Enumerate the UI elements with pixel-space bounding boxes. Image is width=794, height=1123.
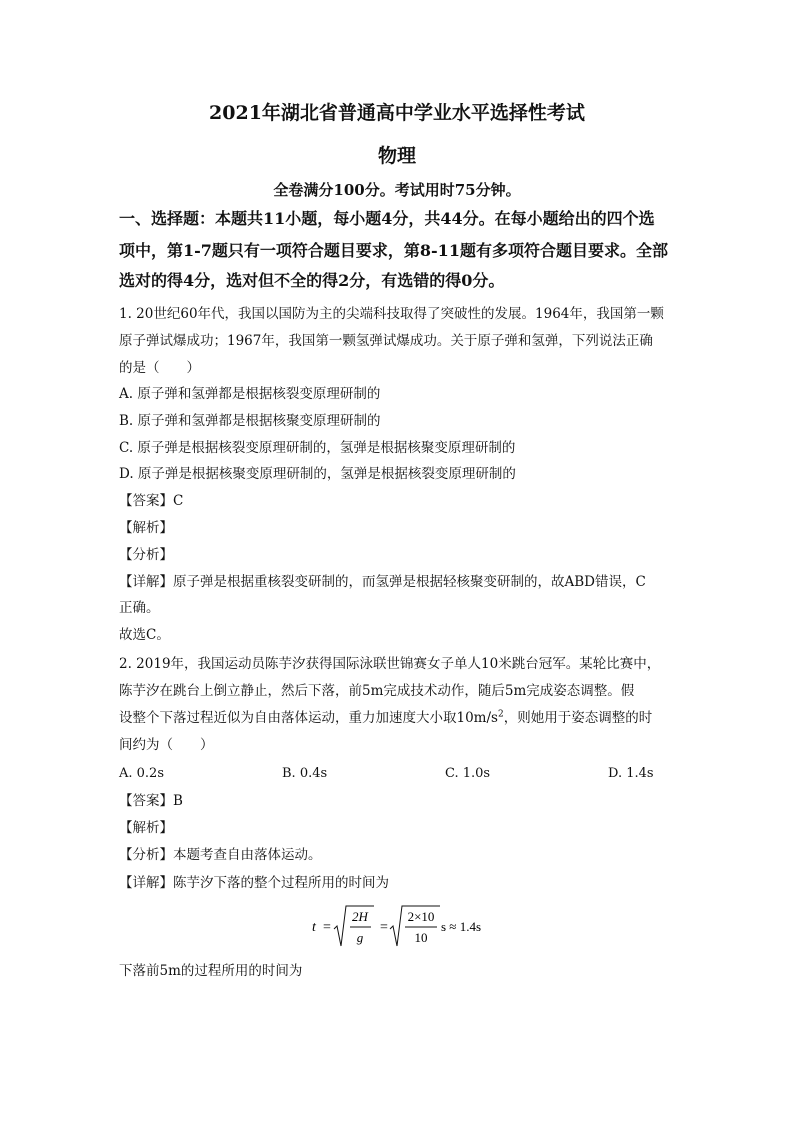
q2-answer — [119, 791, 183, 811]
exam-info: 全卷满分100分。考试用时75分钟。 — [273, 181, 521, 199]
q1-option-b: B. 原子弹和氢弹都是根据核聚变原理研制的 — [119, 413, 381, 429]
q1-fenxi-tag: 【分析】 — [119, 547, 173, 563]
q1-jiexi-tag: 【解析】 — [119, 520, 173, 536]
q1-option-c: C. 原子弹是根据核裂变原理研制的，氢弹是根据核聚变原理研制的 — [119, 440, 516, 456]
formula-den2: 10 — [414, 930, 428, 945]
q2-option-a: A. 0.2s — [119, 766, 164, 781]
formula-num2: 2×10 — [407, 909, 435, 924]
q1-stem-line1: 1. 20世纪60年代，我国以国防为主的尖端科技取得了突破性的发展。1964年，我国第一颗 — [119, 306, 664, 322]
q1-answer — [119, 491, 183, 511]
q1-conclusion: 故选C。 — [119, 627, 170, 643]
formula-result: s ≈ 1.4s — [441, 919, 482, 934]
q2-jiexi-tag: 【解析】 — [119, 820, 173, 836]
detail-tag: 【详解】 — [119, 875, 173, 891]
fenxi-tag: 【分析】 — [119, 847, 173, 863]
q1-detail-line1 — [119, 572, 646, 592]
q2-stem-line1: 2. 2019年，我国运动员陈芋汐获得国际泳联世锦赛女子单人10米跳台冠军。某轮比赛中， — [119, 656, 661, 672]
q2-option-b: B. 0.4s — [282, 766, 328, 781]
section-instruction-line2: 项中，第1-7题只有一项符合题目要求，第8-11题有多项符合题目要求。全部 — [119, 241, 668, 260]
answer-value: B — [173, 793, 183, 809]
q2-stem-line4: 间约为（ ） — [119, 737, 214, 753]
q2-stem-line3-b: ，则她用于姿态调整的时 — [503, 710, 653, 726]
q2-stem-line3-a: 设整个下落过程近似为自由落体运动，重力加速度大小取10m/s — [119, 710, 498, 726]
formula-den1: g — [356, 930, 364, 945]
section-instruction-line3: 选对的得4分，选对但不全的得2分，有选错的得0分。 — [119, 271, 505, 290]
exam-title: 2021年湖北省普通高中学业水平选择性考试 — [209, 102, 585, 124]
q2-option-d: D. 1.4s — [608, 766, 654, 781]
detail-tag: 【详解】 — [119, 574, 173, 590]
q1-stem-line2: 原子弹试爆成功；1967年，我国第一颗氢弹试爆成功。关于原子弹和氢弹，下列说法正确 — [119, 333, 653, 349]
detail-text: 陈芋汐下落的整个过程所用的时间为 — [173, 875, 389, 891]
q1-option-a: A. 原子弹和氢弹都是根据核裂变原理研制的 — [119, 386, 381, 402]
q2-stem-line2: 陈芋汐在跳台上倒立静止，然后下落，前5m完成技术动作，随后5m完成姿态调整。假 — [119, 683, 635, 699]
subject-title: 物理 — [377, 145, 416, 167]
free-fall-time-formula — [310, 902, 510, 952]
fenxi-text: 本题考查自由落体运动。 — [173, 847, 322, 863]
q2-stem-line3-sup: 2 — [497, 709, 504, 720]
q1-detail-line2: 正确。 — [119, 600, 160, 616]
q2-detail-line1 — [119, 873, 389, 893]
formula-eq1: = — [323, 920, 331, 935]
q2-stem-line3 — [119, 708, 652, 728]
answer-tag: 【答案】 — [119, 793, 173, 809]
q2-fenxi — [119, 845, 322, 865]
answer-value: C — [173, 493, 184, 509]
answer-tag: 【答案】 — [119, 493, 173, 509]
q1-stem-line3: 的是（ ） — [119, 360, 200, 376]
detail-text: 原子弹是根据重核裂变研制的，而氢弹是根据轻核聚变研制的，故ABD错误，C — [173, 574, 646, 590]
q2-detail-line2: 下落前5m的过程所用的时间为 — [119, 963, 303, 979]
q2-option-c: C. 1.0s — [445, 766, 491, 781]
q1-option-d: D. 原子弹是根据核聚变原理研制的，氢弹是根据核裂变原理研制的 — [119, 466, 516, 482]
formula-num1: 2H — [352, 909, 368, 924]
formula-t: t — [312, 920, 316, 935]
section-instruction-line1: 一、选择题：本题共11小题，每小题4分，共44分。在每小题给出的四个选 — [119, 209, 655, 228]
formula-eq2: = — [380, 920, 388, 935]
